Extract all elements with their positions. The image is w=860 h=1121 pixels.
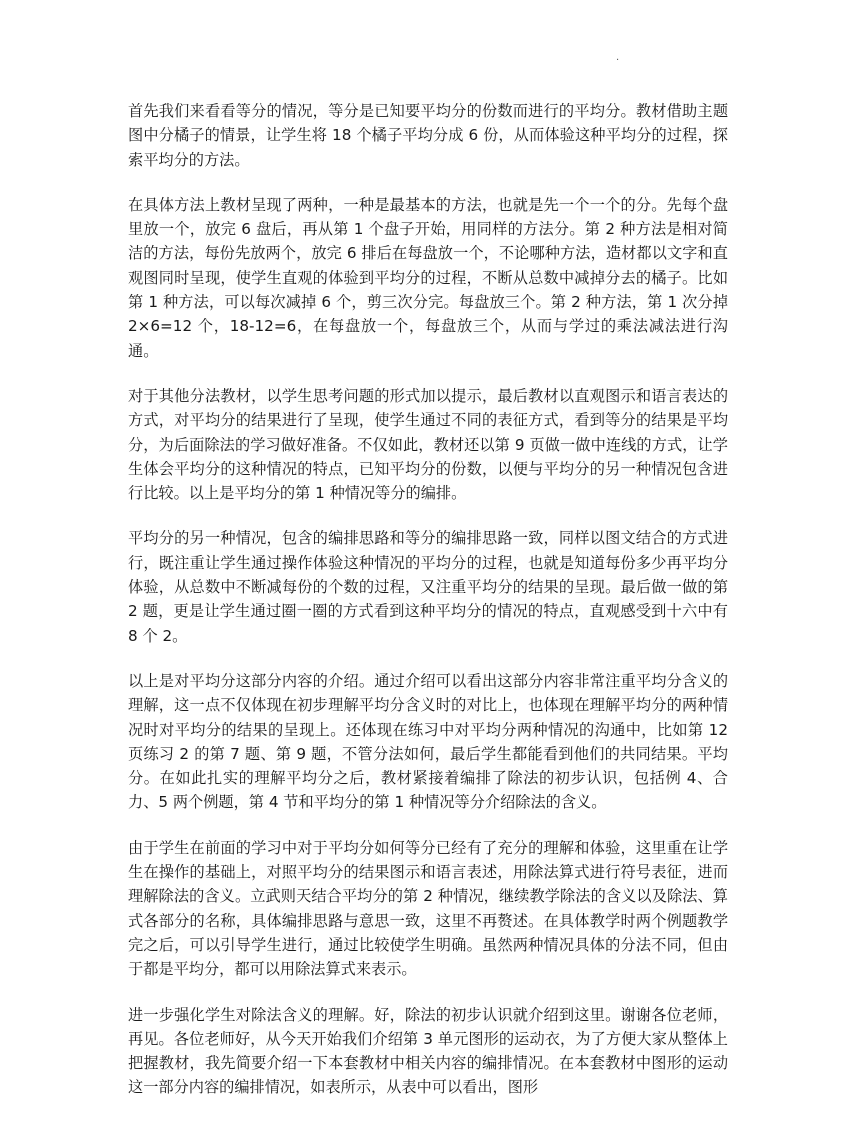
paragraph-6: 由于学生在前面的学习中对于平均分如何等分已经有了充分的理解和体验，这里重在让学生在操作的基础上，对照平均分的结果图示和语言表述，用除法算式进行符号表征，进而理解除法的含义。立武则天结合平均分的第 2 种情况，继续教学除法的含义以及除法、算式各部分的名称，具体编排思路与意思一致，这里不再赘述。在具体教学时两个例题教学完之后，可以引导学生进行，通过比较使学生明确。虽然两种情况具体的分法不同，但由于都是平均分，都可以用除法算式来表示。 xyxy=(128,838,728,979)
header-mark: . xyxy=(616,52,620,63)
paragraph-3: 对于其他分法教材，以学生思考问题的形式加以提示，最后教材以直观图示和语言表达的方式，对平均分的结果进行了呈现，使学生通过不同的表征方式，看到等分的结果是平均分，为后面除法的学习做好准备。不仅如此，教材还以第 9 页做一做中连线的方式，让学生体会平均分的这种情况的特点，已知平均分的份数，以便与平均分的另一种情况包含进行比较。以上是平均分的第 1 种情况等分的编排。 xyxy=(128,386,728,503)
paragraph-7: 进一步强化学生对除法含义的理解。好，除法的初步认识就介绍到这里。谢谢各位老师，再见。各位老师好，从今天开始我们介绍第 3 单元图形的运动衣，为了方便大家从整体上把握教材，我先简要介绍一下本套教材中相关内容的编排情况。在本套教材中图形的运动这一部分内容的编排情况，如表所示，从表中可以看出，图形 xyxy=(128,1005,728,1097)
paragraph-4: 平均分的另一种情况，包含的编排思路和等分的编排思路一致，同样以图文结合的方式进行，既注重让学生通过操作体验这种情况的平均分的过程，也就是知道每份多少再平均分体验，从总数中不断减每份的个数的过程，又注重平均分的结果的呈现。最后做一做的第 2 题，更是让学生通过圈一圈的方式看到这种平均分的情况的特点，直观感受到十六中有 8 个 2。 xyxy=(128,529,728,645)
paragraph-1: 首先我们来看看等分的情况，等分是已知要平均分的份数而进行的平均分。教材借助主题图中分橘子的情景，让学生将 18 个橘子平均分成 6 份，从而体验这种平均分的过程，探索平均分的方法。 xyxy=(128,102,728,169)
paragraph-2: 在具体方法上教材呈现了两种，一种是最基本的方法，也就是先一个一个的分。先每个盘里放一个，放完 6 盘后，再从第 1 个盘子开始，用同样的方法分。第 2 种方法是相对简洁的方法，每份先放两个，放完 6 排后在每盘放一个，不论哪种方法，造材都以文字和直观图同时呈现，使学生直观的体验到平均分的过程，不断从总数中减掉分去的橘子。比如第 1 种方法，可以每次减掉 6 个，剪三次分完。每盘放三个。第 2 种方法，第 1 次分掉 2×6=12 个，18-12=6，在每盘放一个，每盘放三个，从而与学过的乘法减法进行沟通。 xyxy=(128,195,728,360)
paragraph-5: 以上是对平均分这部分内容的介绍。通过介绍可以看出这部分内容非常注重平均分含义的理解，这一点不仅体现在初步理解平均分含义时的对比上，也体现在理解平均分的两种情况时对平均分的结果的呈现上。还体现在练习中对平均分两种情况的沟通中，比如第 12 页练习 2 的第 7 题、第 9 题，不管分法如何，最后学生都能看到他们的共同结果。平均分。在如此扎实的理解平均分之后，教材紧接着编排了除法的初步认识，包括例 4、合力、5 两个例题，第 4 节和平均分的第 1 种情况等分介绍除法的含义。 xyxy=(128,671,728,812)
document-body xyxy=(128,99,728,1121)
